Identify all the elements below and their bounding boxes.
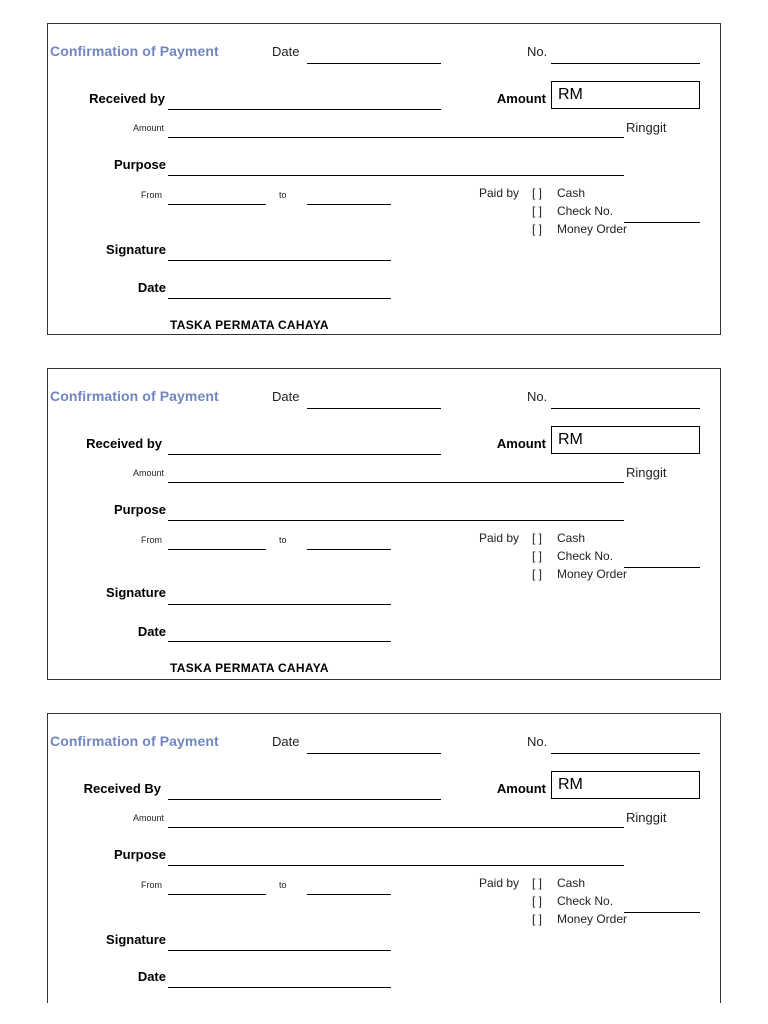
from-field[interactable] (168, 549, 266, 550)
cash-checkbox[interactable]: [ ] (532, 531, 543, 545)
rm-label: RM (558, 776, 583, 793)
receipt-title: Confirmation of Payment (50, 733, 219, 749)
no-label: No. (527, 389, 548, 404)
signature-date-field[interactable] (168, 987, 391, 988)
check-checkbox[interactable]: [ ] (532, 204, 543, 218)
payment-receipt-1 (47, 23, 721, 335)
purpose-label: Purpose (113, 502, 166, 517)
payment-receipt-2 (47, 368, 721, 680)
check-no-label: Check No. (557, 894, 614, 908)
cash-label: Cash (557, 876, 586, 890)
receipt-title: Confirmation of Payment (50, 388, 219, 404)
money-order-checkbox[interactable]: [ ] (532, 222, 543, 236)
amount-words-field[interactable] (168, 137, 624, 138)
signature-label: Signature (106, 585, 166, 600)
received-by-field[interactable] (168, 109, 441, 110)
date-label: Date (272, 734, 300, 749)
to-label: to (279, 880, 287, 890)
received-by-label: Received by (89, 91, 165, 106)
to-field[interactable] (307, 549, 391, 550)
amount-label: Amount (496, 781, 546, 796)
received-by-label: Received By (83, 781, 161, 796)
purpose-label: Purpose (113, 157, 166, 172)
cash-label: Cash (557, 531, 586, 545)
paid-by-label: Paid by (479, 876, 520, 890)
signature-date-field[interactable] (168, 641, 391, 642)
signature-field[interactable] (168, 950, 391, 951)
paid-by-label: Paid by (479, 531, 520, 545)
from-label: From (141, 190, 162, 200)
amount-words-label: Amount (132, 123, 164, 133)
amount-label: Amount (496, 436, 546, 451)
receipt-number-field[interactable] (551, 753, 700, 754)
receipt-title: Confirmation of Payment (50, 43, 219, 59)
date-label: Date (272, 44, 300, 59)
rm-label: RM (558, 431, 583, 448)
amount-words-field[interactable] (168, 482, 624, 483)
purpose-field[interactable] (168, 520, 624, 521)
purpose-label: Purpose (113, 847, 166, 862)
cash-label: Cash (557, 186, 586, 200)
from-field[interactable] (168, 204, 266, 205)
amount-words-field[interactable] (168, 827, 624, 828)
money-order-label: Money Order (557, 567, 628, 581)
to-field[interactable] (307, 204, 391, 205)
amount-rm-box[interactable] (551, 81, 700, 109)
signature-date-label: Date (137, 969, 166, 984)
date-field[interactable] (307, 753, 441, 754)
received-by-field[interactable] (168, 454, 441, 455)
amount-label: Amount (496, 91, 546, 106)
from-label: From (141, 535, 162, 545)
rm-label: RM (558, 86, 583, 103)
received-by-label: Received by (86, 436, 162, 451)
signature-label: Signature (106, 932, 166, 947)
to-label: to (279, 190, 287, 200)
no-label: No. (527, 734, 548, 749)
check-no-label: Check No. (557, 549, 614, 563)
check-no-field[interactable] (624, 567, 700, 568)
organization-name: TASKA PERMATA CAHAYA (170, 661, 329, 675)
money-order-label: Money Order (557, 912, 628, 926)
receipt-number-field[interactable] (551, 408, 700, 409)
money-order-checkbox[interactable]: [ ] (532, 912, 543, 926)
date-field[interactable] (307, 408, 441, 409)
received-by-field[interactable] (168, 799, 441, 800)
organization-name: TASKA PERMATA CAHAYA (170, 318, 329, 332)
from-field[interactable] (168, 894, 266, 895)
from-label: From (141, 880, 162, 890)
signature-date-field[interactable] (168, 298, 391, 299)
amount-words-label: Amount (132, 468, 164, 478)
receipt-number-field[interactable] (551, 63, 700, 64)
check-checkbox[interactable]: [ ] (532, 894, 543, 908)
signature-label: Signature (106, 242, 166, 257)
amount-rm-box[interactable] (551, 771, 700, 799)
purpose-field[interactable] (168, 175, 624, 176)
ringgit-label: Ringgit (626, 120, 667, 135)
signature-date-label: Date (137, 624, 166, 639)
amount-words-label: Amount (132, 813, 164, 823)
money-order-label: Money Order (557, 222, 628, 236)
ringgit-label: Ringgit (626, 465, 667, 480)
date-field[interactable] (307, 63, 441, 64)
signature-date-label: Date (137, 280, 166, 295)
amount-rm-box[interactable] (551, 426, 700, 454)
date-label: Date (272, 389, 300, 404)
check-no-field[interactable] (624, 912, 700, 913)
signature-field[interactable] (168, 260, 391, 261)
check-no-label: Check No. (557, 204, 614, 218)
check-no-field[interactable] (624, 222, 700, 223)
no-label: No. (527, 44, 548, 59)
money-order-checkbox[interactable]: [ ] (532, 567, 543, 581)
check-checkbox[interactable]: [ ] (532, 549, 543, 563)
purpose-field[interactable] (168, 865, 624, 866)
cash-checkbox[interactable]: [ ] (532, 186, 543, 200)
to-label: to (279, 535, 287, 545)
payment-receipt-3 (47, 713, 721, 1003)
ringgit-label: Ringgit (626, 810, 667, 825)
cash-checkbox[interactable]: [ ] (532, 876, 543, 890)
to-field[interactable] (307, 894, 391, 895)
signature-field[interactable] (168, 604, 391, 605)
paid-by-label: Paid by (479, 186, 520, 200)
